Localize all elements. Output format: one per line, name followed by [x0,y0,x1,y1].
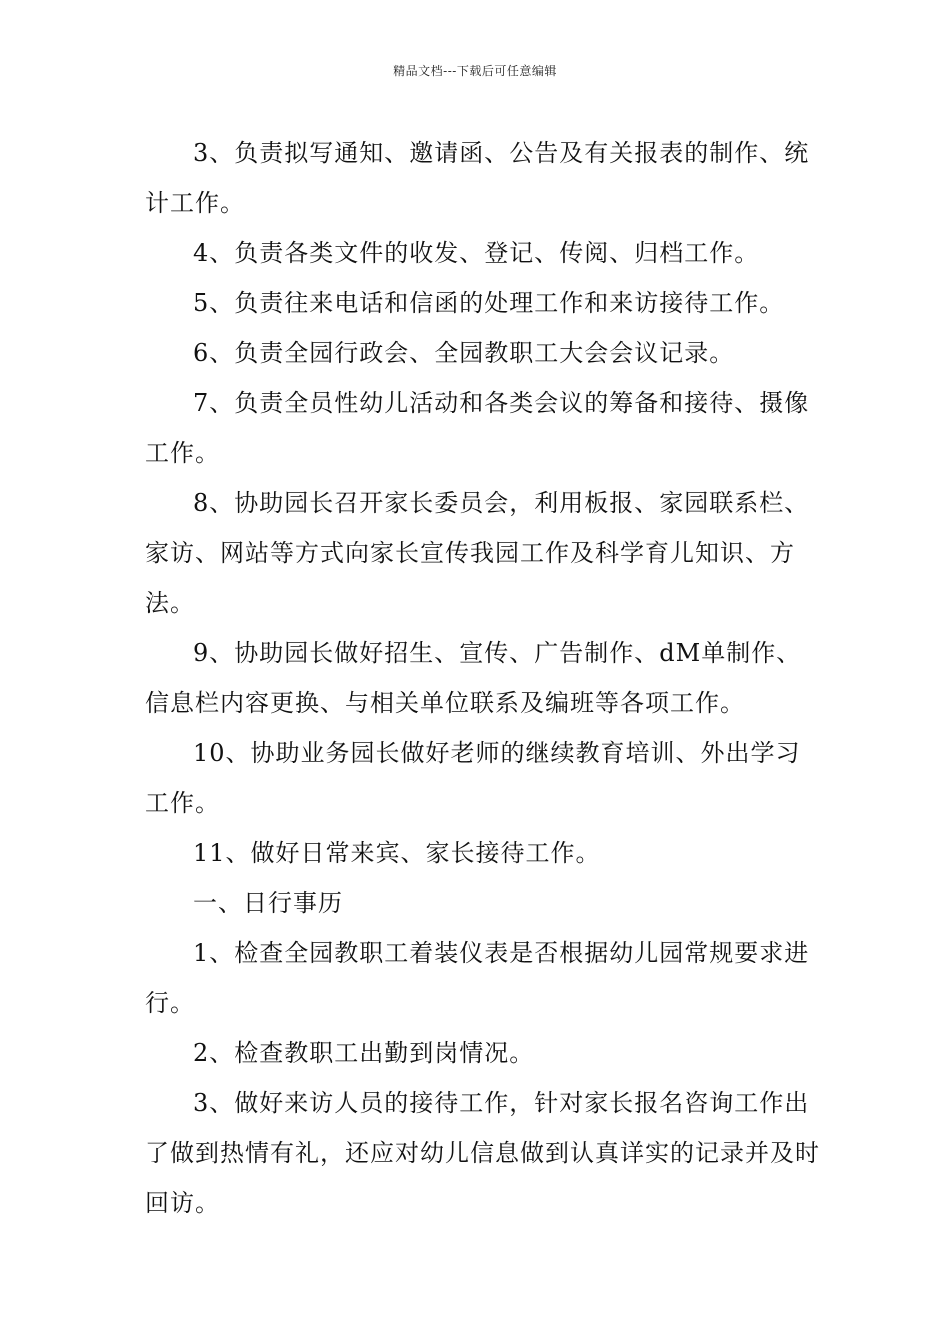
paragraph: 3、做好来访人员的接待工作，针对家长报名咨询工作出了做到热情有礼，还应对幼儿信息做到认真详实的记录并及时回访。 [145,1089,820,1217]
paragraph: 3、负责拟写通知、邀请函、公告及有关报表的制作、统计工作。 [145,139,810,217]
paragraph: 6、负责全园行政会、全园教职工大会会议记录。 [193,339,735,367]
paragraph: 4、负责各类文件的收发、登记、传阅、归档工作。 [193,239,760,267]
document-body [145,128,825,1228]
section-heading: 一、日行事历 [193,889,343,917]
paragraph: 5、负责往来电话和信函的处理工作和来访接待工作。 [193,289,785,317]
paragraph: 2、检查教职工出勤到岗情况。 [193,1039,535,1067]
paragraph: 1、检查全园教职工着装仪表是否根据幼儿园常规要求进行。 [145,939,810,1017]
paragraph: 7、负责全员性幼儿活动和各类会议的筹备和接待、摄像工作。 [145,389,810,467]
paragraph: 11、做好日常来宾、家长接待工作。 [193,839,601,867]
page-header: 精品文档---下载后可任意编辑 [393,64,557,78]
paragraph: 10、协助业务园长做好老师的继续教育培训、外出学习工作。 [145,739,801,817]
paragraph: 9、协助园长做好招生、宣传、广告制作、dM单制作、信息栏内容更换、与相关单位联系及编班等各项工作。 [145,639,802,717]
paragraph: 8、协助园长召开家长委员会，利用板报、家园联系栏、家访、网站等方式向家长宣传我园工作及科学育儿知识、方法。 [145,489,810,617]
